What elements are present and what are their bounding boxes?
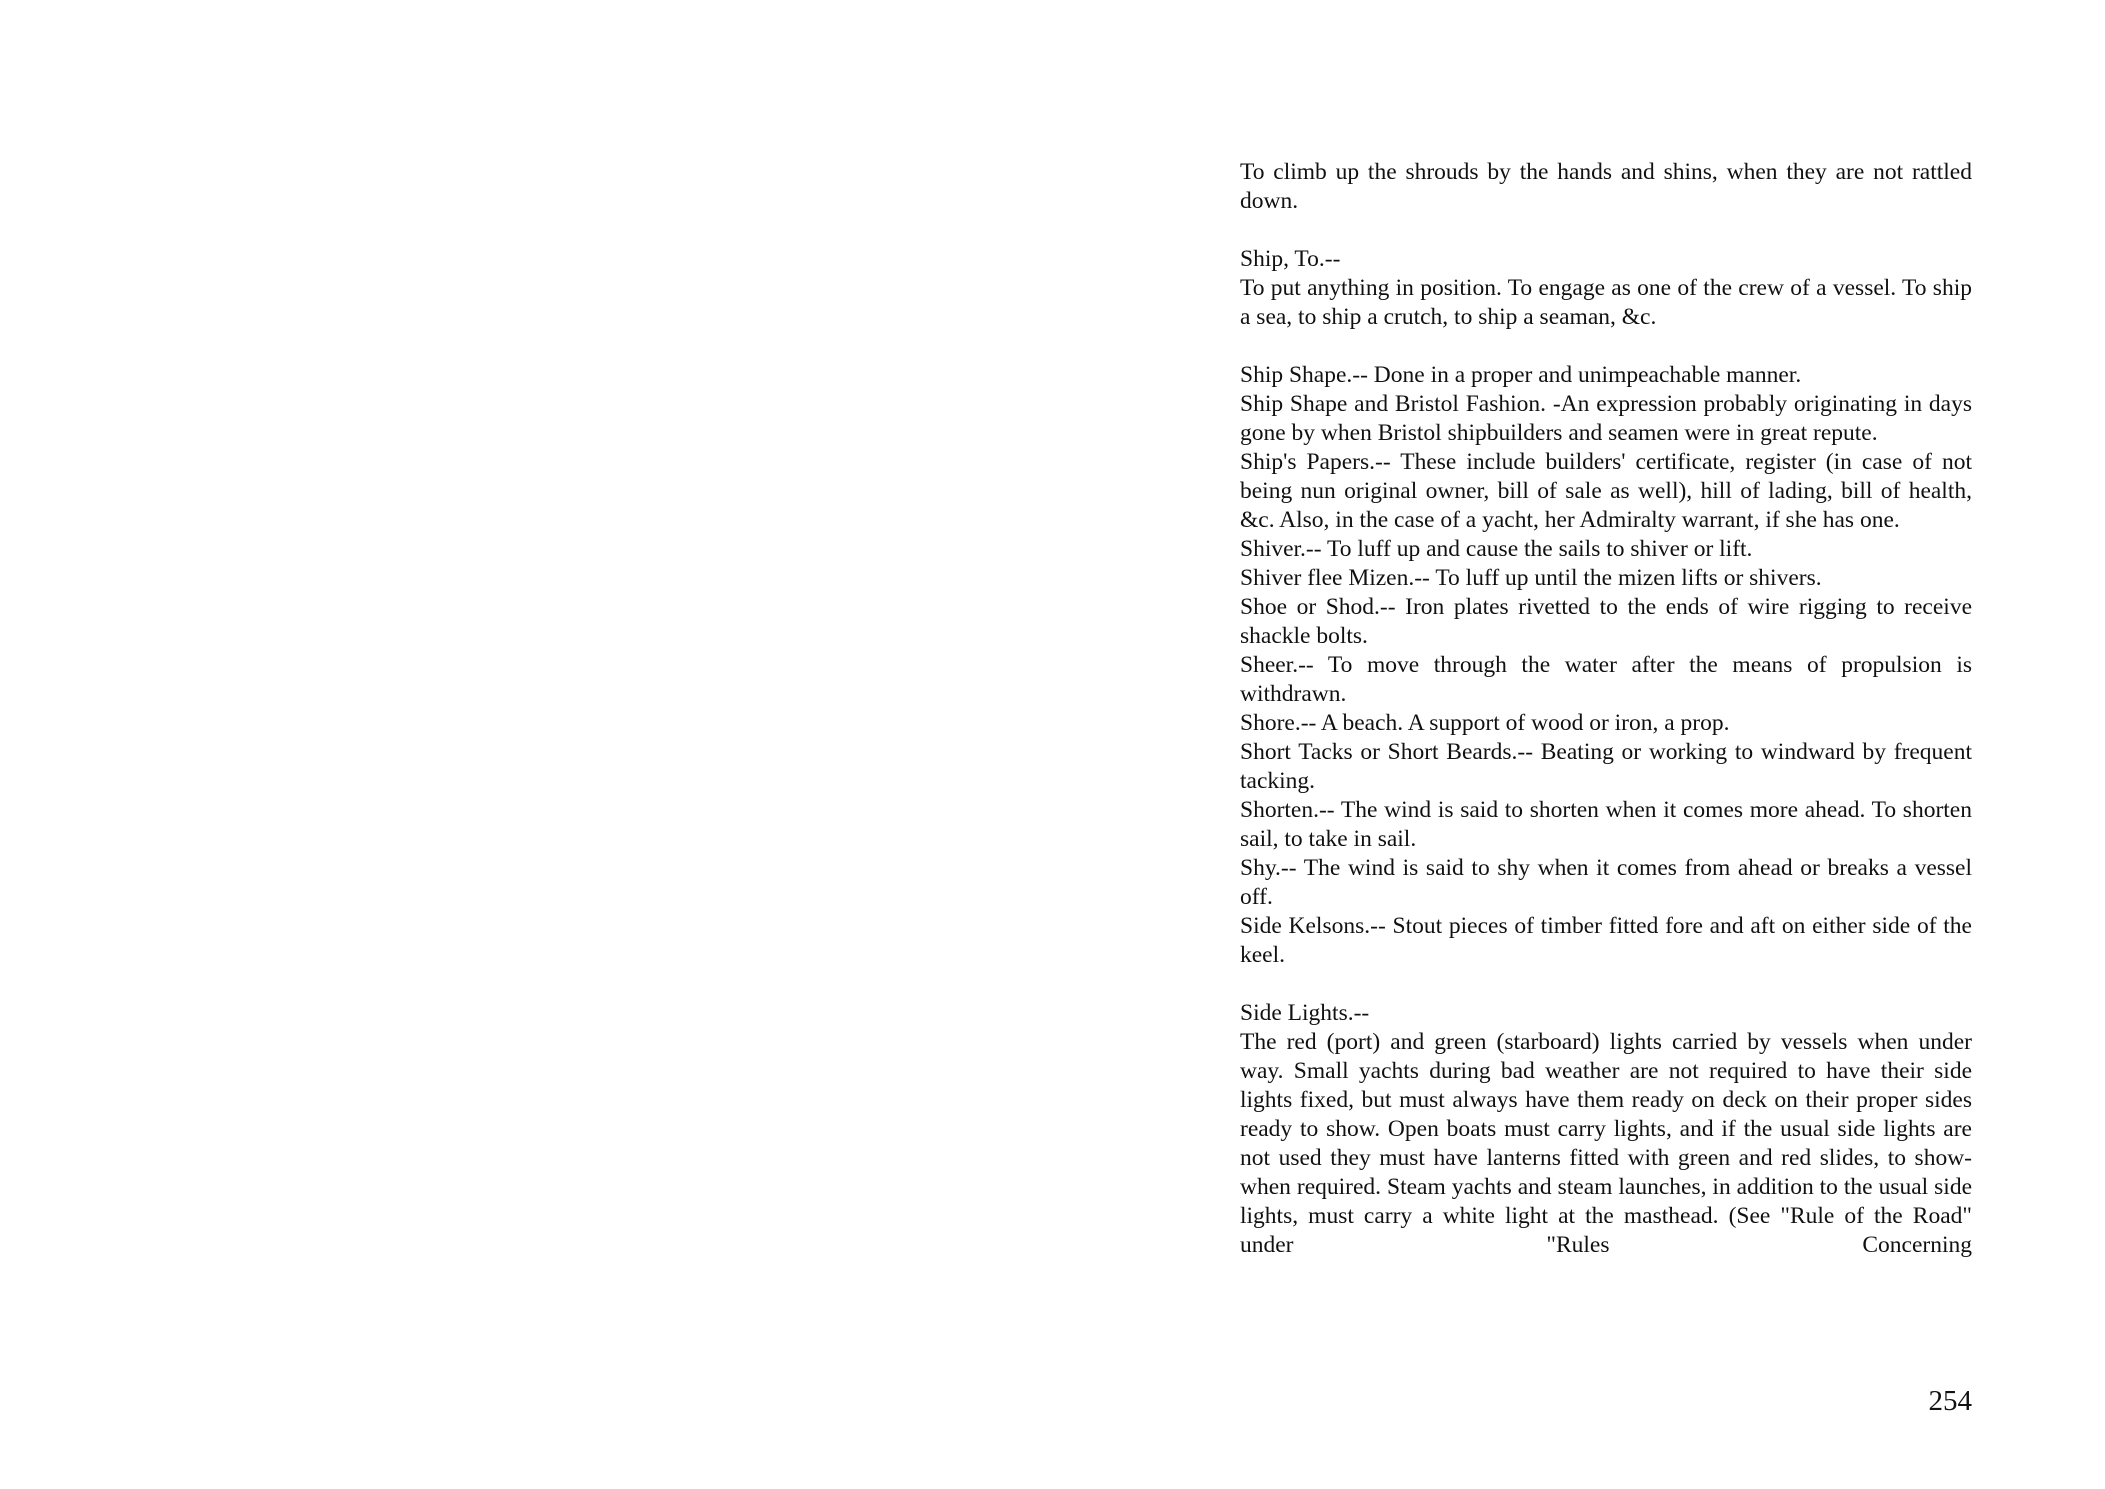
entry-shorten: Shorten.-- The wind is said to shorten when it comes more ahead. To shorten sail, to take in sail.	[1240, 797, 1972, 852]
paragraph-shrouds-continuation: To climb up the shrouds by the hands and shins, when they are not rattled down.	[1240, 159, 1972, 214]
entry-ships-papers: Ship's Papers.-- These include builders' certificate, register (in case of not being nun original owner, bill of sale as well), hill of lading, bill of health, &c. Also, in the case of a yacht, her Admiralty warrant, if she has one.	[1240, 449, 1972, 533]
entry-shy: Shy.-- The wind is said to shy when it comes from ahead or breaks a vessel off.	[1240, 855, 1972, 910]
entry-heading-ship-to: Ship, To.--	[1240, 246, 1341, 272]
entry-sheer: Sheer.-- To move through the water after the means of propulsion is withdrawn.	[1240, 652, 1972, 707]
entry-body-ship-to: To put anything in position. To engage as one of the crew of a vessel. To ship a sea, to ship a crutch, to ship a seaman, &c.	[1240, 275, 1972, 330]
entry-body-side-lights: The red (port) and green (starboard) lights carried by vessels when under way. Small yachts during bad weather are not required to have their side lights fixed, but must always have them ready on deck on their proper sides ready to show. Open boats must carry lights, and if the usual side lights are not used they must have lanterns fitted with green and red slides, to show- when required. Steam yachts and steam launches, in addition to the usual side lights, must carry a white light at the masthead. (See "Rule of the Road" under "Rules Concerning	[1240, 1029, 1972, 1258]
entry-ship-shape-bristol: Ship Shape and Bristol Fashion. -An expression probably originating in days gone by when Bristol shipbuilders and seamen were in great repute.	[1240, 391, 1972, 446]
page-number: 254	[1928, 1385, 1972, 1417]
entry-shoe-or-shod: Shoe or Shod.-- Iron plates rivetted to the ends of wire rigging to receive shackle bolts.	[1240, 594, 1972, 649]
entry-shore: Shore.-- A beach. A support of wood or iron, a prop.	[1240, 710, 1730, 736]
entry-shiver: Shiver.-- To luff up and cause the sails to shiver or lift.	[1240, 536, 1753, 562]
entry-heading-side-lights: Side Lights.--	[1240, 1000, 1370, 1026]
entry-side-kelsons: Side Kelsons.-- Stout pieces of timber fitted fore and aft on either side of the keel.	[1240, 913, 1972, 968]
entry-short-tacks: Short Tacks or Short Beards.-- Beating or working to windward by frequent tacking.	[1240, 739, 1972, 794]
entry-shiver-mizen: Shiver flee Mizen.-- To luff up until the mizen lifts or shivers.	[1240, 565, 1822, 591]
entry-ship-shape: Ship Shape.-- Done in a proper and unimpeachable manner.	[1240, 362, 1802, 388]
page-text-column	[1240, 158, 1972, 1260]
